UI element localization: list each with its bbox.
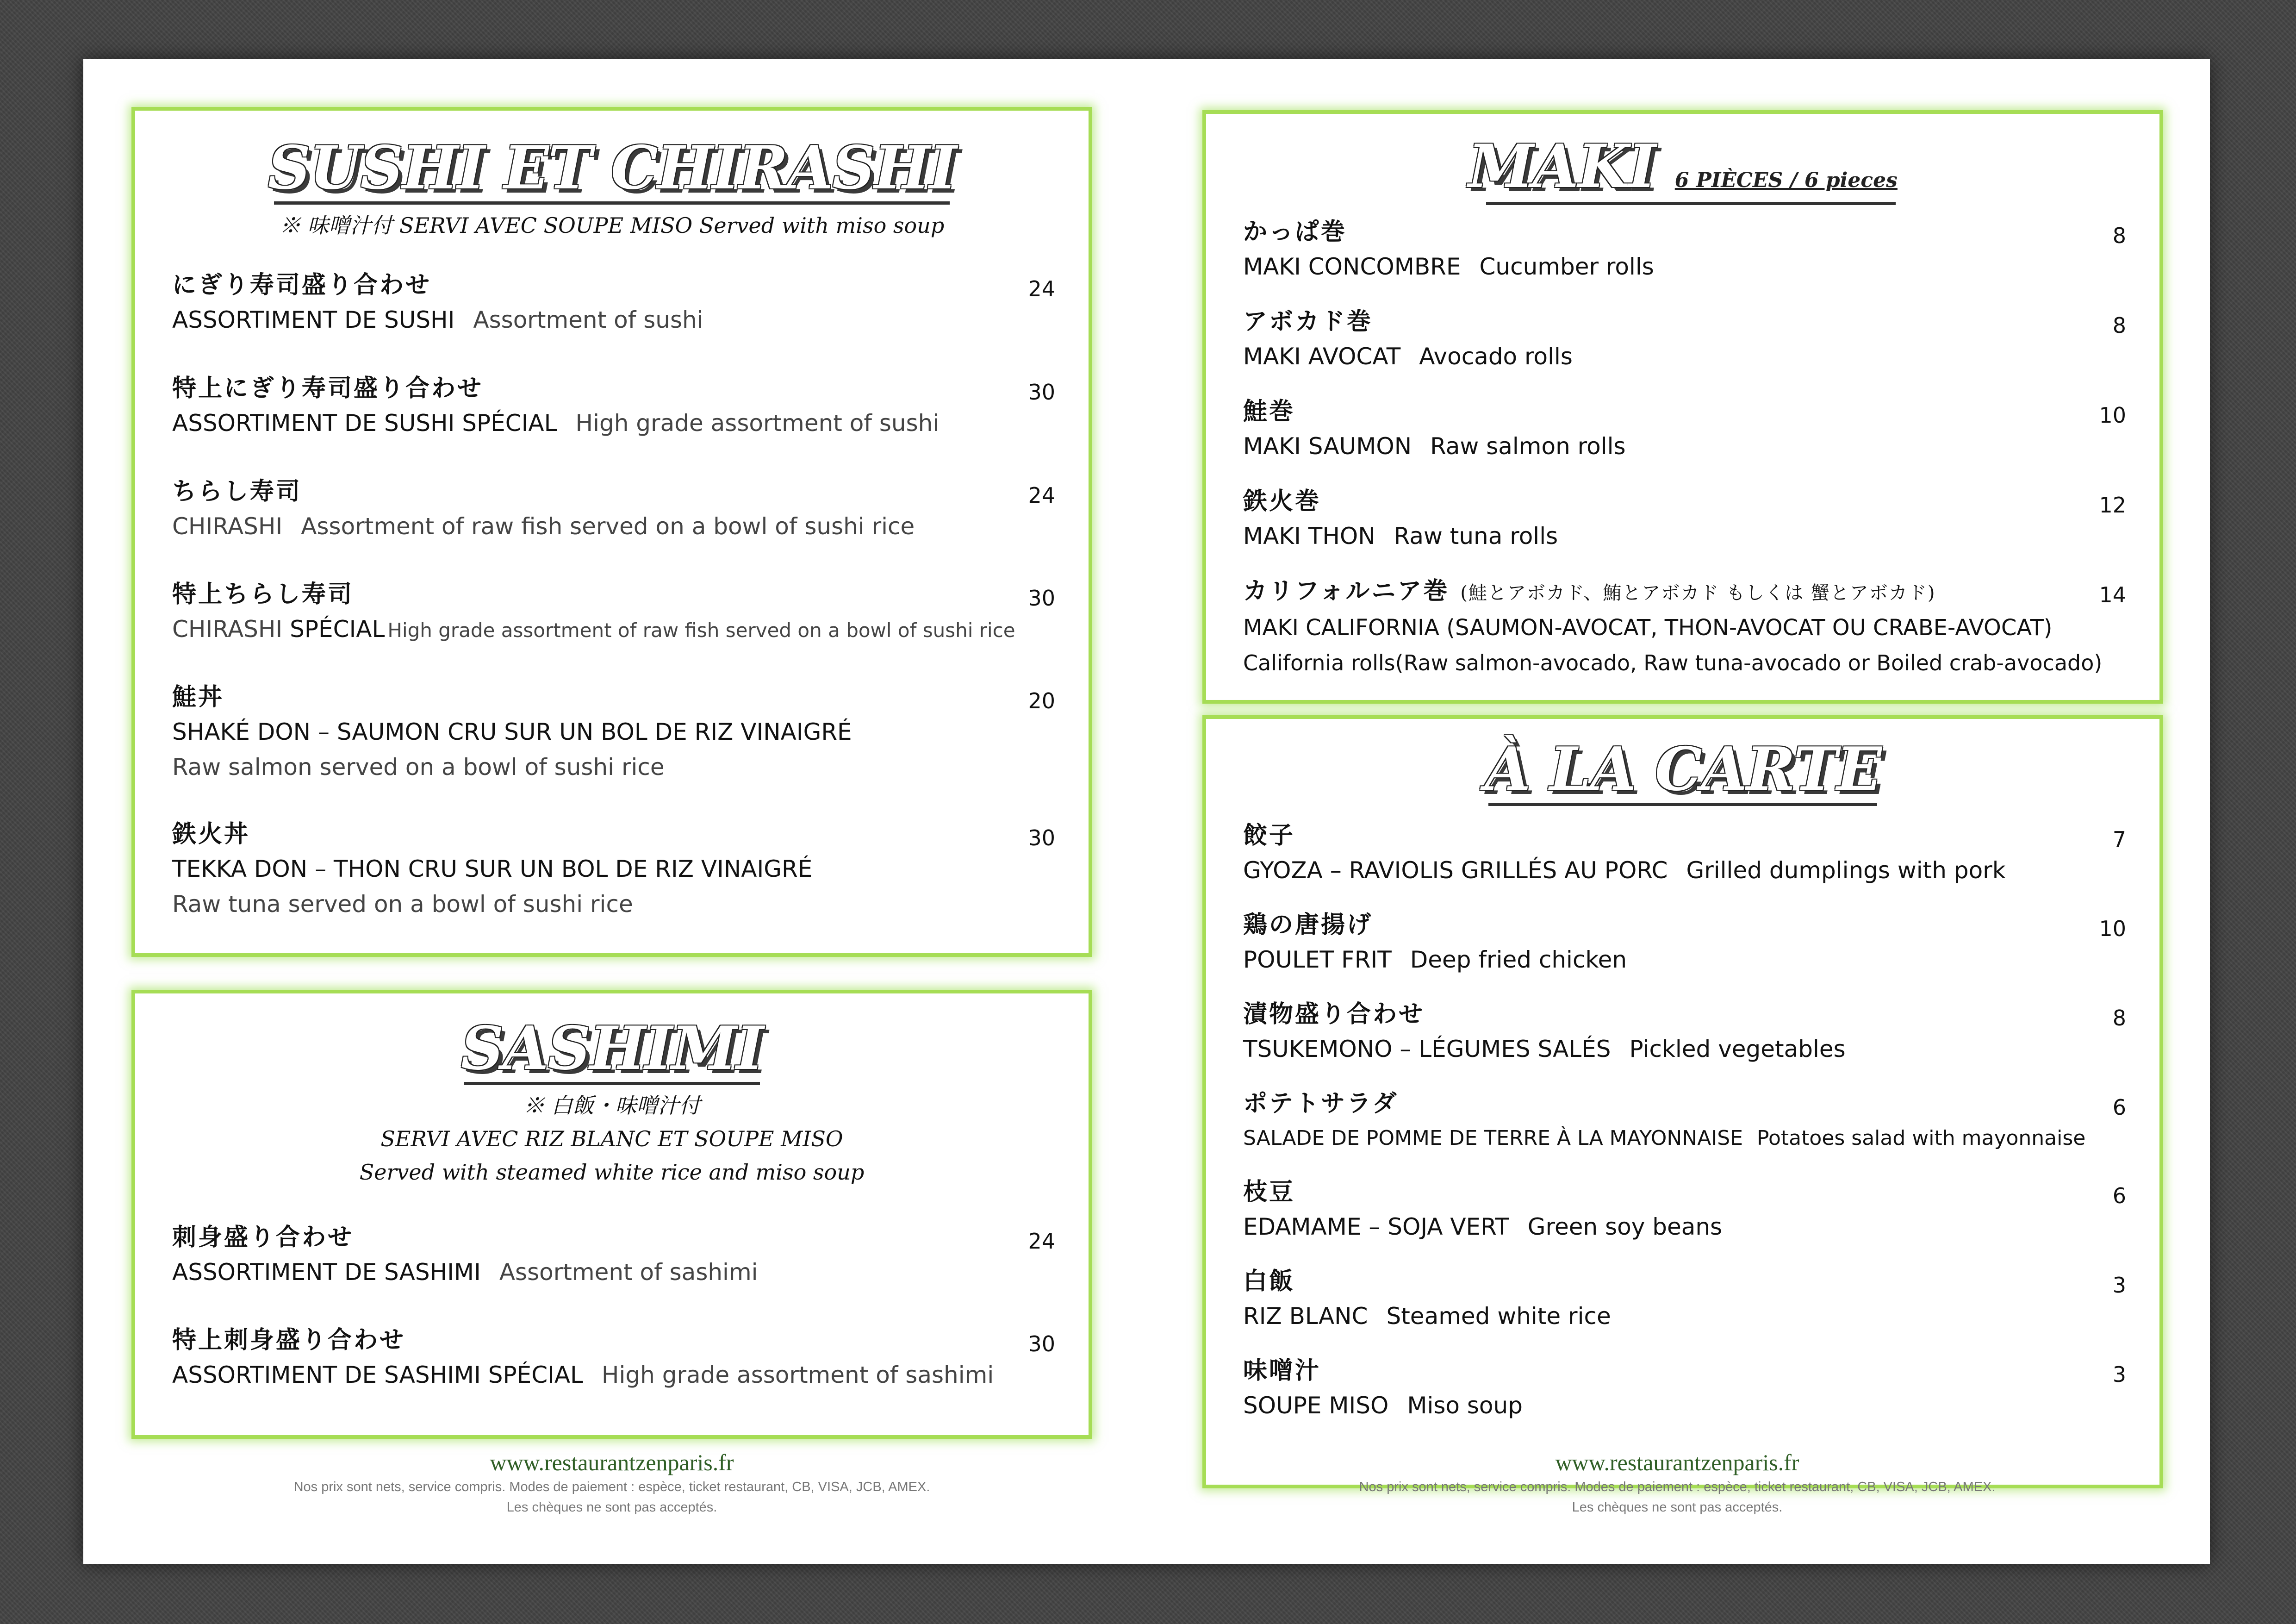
item-fr: ASSORTIMENT DE SASHIMI Assortment of sashimi <box>172 1259 758 1286</box>
menu-item <box>1243 1264 2126 1334</box>
item-en: Raw salmon rolls <box>1430 433 1626 460</box>
section-subtitle: ※ 白飯・味噌汁付 <box>523 1093 701 1118</box>
item-en: Pickled vegetables <box>1629 1036 1846 1062</box>
menu-item <box>172 475 1055 544</box>
item-en: Assortment of sushi <box>473 306 703 333</box>
item-jp: にぎり寿司盛り合わせ <box>172 271 432 299</box>
item-en: High grade assortment of sashimi <box>601 1362 994 1388</box>
section-title: SASHIMI <box>135 1019 1089 1085</box>
item-en: Avocado rolls <box>1419 343 1573 370</box>
item-jp: 鮭丼 <box>172 683 224 711</box>
item-en: High grade assortment of sushi <box>575 410 940 437</box>
item-jp: 味噌汁 <box>1243 1356 1321 1385</box>
item-price: 10 <box>2099 403 2126 428</box>
item-jp: 特上にぎり寿司盛り合わせ <box>172 374 484 402</box>
menu-item <box>1243 1175 2126 1244</box>
item-fr: MAKI AVOCAT Avocado rolls <box>1243 343 1573 370</box>
item-price: 30 <box>1028 1331 1055 1356</box>
website-link[interactable]: www.restaurantzenparis.fr <box>490 1449 734 1475</box>
maki-section <box>1202 110 2163 704</box>
item-en: Green soy beans <box>1527 1213 1723 1240</box>
item-jp: 鶏の唐揚げ <box>1243 911 1373 939</box>
item-jp: 白飯 <box>1243 1267 1295 1295</box>
item-fr: MAKI SAUMON Raw salmon rolls <box>1243 433 1626 460</box>
title-underline <box>1486 202 1896 205</box>
item-jp: 特上ちらし寿司 <box>172 580 354 608</box>
item-jp: カリフォルニア巻 (鮭とアボカド、鮪とアボカド もしくは 蟹とアボカド) <box>1243 577 1936 605</box>
item-jp-note: (鮭とアボカド、鮪とアボカド もしくは 蟹とアボカド) <box>1460 582 1936 604</box>
menu-item <box>1243 484 2126 554</box>
a-la-carte-section <box>1202 715 2163 1488</box>
item-price: 8 <box>2112 313 2126 338</box>
menu-item <box>172 268 1055 337</box>
footer-left <box>265 1448 959 1518</box>
item-en: Grilled dumplings with pork <box>1686 857 2006 884</box>
item-fr: ASSORTIMENT DE SUSHI SPÉCIAL High grade assortment of sushi <box>172 410 940 437</box>
item-en: Potatoes salad with mayonnaise <box>1757 1126 2086 1150</box>
menu-item <box>1243 394 2126 464</box>
item-fr: EDAMAME – SOJA VERT Green soy beans <box>1243 1213 1723 1240</box>
menu-item <box>172 371 1055 441</box>
menu-item <box>172 1323 1055 1393</box>
item-jp: 特上刺身盛り合わせ <box>172 1326 406 1354</box>
item-en: Miso soup <box>1407 1392 1523 1419</box>
payment-note: Nos prix sont nets, service compris. Modes de paiement : espèce, ticket restaurant, CB, VISA, JCB, AMEX. <box>293 1480 930 1494</box>
item-fr: CHIRASHI SPÉCIAL High grade assortment of raw fish served on a bowl of sushi rice <box>172 616 1015 643</box>
item-jp: 漬物盛り合わせ <box>1243 1000 1425 1028</box>
item-jp: 鮭巻 <box>1243 397 1295 425</box>
item-en: Assortment of sashimi <box>499 1259 758 1286</box>
item-fr: MAKI THON Raw tuna rolls <box>1243 523 1558 550</box>
item-en: Assortment of raw fish served on a bowl of sushi rice <box>301 513 915 540</box>
item-fr: POULET FRIT Deep fried chicken <box>1243 946 1627 973</box>
menu-item <box>172 1220 1055 1290</box>
sashimi-section <box>131 990 1092 1439</box>
item-en: Raw tuna rolls <box>1394 523 1558 550</box>
menu-item <box>1243 305 2126 374</box>
item-price: 3 <box>2112 1273 2126 1298</box>
item-price: 8 <box>2112 223 2126 248</box>
title-suffix: 6 PIÈCES / 6 pieces <box>1674 169 1898 192</box>
footer-right <box>1330 1448 2024 1518</box>
menu-item <box>1243 215 2126 284</box>
item-en: Deep fried chicken <box>1410 946 1627 973</box>
item-en: Raw tuna served on a bowl of sushi rice <box>172 891 633 918</box>
item-fr: ASSORTIMENT DE SUSHI Assortment of sushi <box>172 306 703 333</box>
item-jp: 鉄火巻 <box>1243 487 1321 515</box>
item-price: 6 <box>2112 1183 2126 1208</box>
item-fr: SALADE DE POMME DE TERRE À LA MAYONNAISE Potatoes salad with mayonnaise <box>1243 1126 2086 1150</box>
item-fr: MAKI CALIFORNIA (SAUMON-AVOCAT, THON-AVOCAT OU CRABE-AVOCAT) <box>1243 615 2053 641</box>
section-subtitle: Served with steamed white rice and miso soup <box>359 1160 865 1185</box>
item-price: 10 <box>2099 916 2126 941</box>
item-price: 30 <box>1028 380 1055 405</box>
item-fr: TSUKEMONO – LÉGUMES SALÉS Pickled vegetables <box>1243 1036 1846 1062</box>
item-price: 24 <box>1028 276 1055 301</box>
item-jp: ちらし寿司 <box>172 477 302 506</box>
section-title: À LA CARTE <box>1206 740 2159 806</box>
item-en: Raw salmon served on a bowl of sushi rice <box>172 754 665 781</box>
item-jp: 鉄火丼 <box>172 820 250 848</box>
menu-item <box>1243 908 2126 977</box>
menu-item <box>1243 997 2126 1067</box>
item-price: 12 <box>2099 493 2126 518</box>
item-fr: MAKI CONCOMBRE Cucumber rolls <box>1243 253 1654 280</box>
item-price: 6 <box>2112 1095 2126 1120</box>
menu-item <box>1243 1087 2126 1156</box>
section-title: SUSHI ET CHIRASHI <box>135 138 1089 205</box>
item-fr: CHIRASHI Assortment of raw fish served on a bowl of sushi rice <box>172 513 915 540</box>
item-fr: GYOZA – RAVIOLIS GRILLÉS AU PORC Grilled dumplings with pork <box>1243 857 2006 884</box>
item-fr: SOUPE MISO Miso soup <box>1243 1392 1523 1419</box>
item-price: 30 <box>1028 825 1055 850</box>
item-price: 24 <box>1028 1229 1055 1254</box>
item-price: 30 <box>1028 586 1055 611</box>
item-jp: アボカド巻 <box>1243 307 1373 336</box>
item-en: Steamed white rice <box>1386 1303 1611 1330</box>
item-jp: 枝豆 <box>1243 1178 1295 1206</box>
item-jp: ポテトサラダ <box>1243 1089 1399 1118</box>
menu-item <box>1243 574 2126 681</box>
item-price: 8 <box>2112 1006 2126 1031</box>
sushi-chirashi-section <box>131 107 1092 957</box>
item-en: California rolls(Raw salmon-avocado, Raw tuna-avocado or Boiled crab-avocado) <box>1243 650 2103 675</box>
item-fr: SHAKÉ DON – SAUMON CRU SUR UN BOL DE RIZ VINAIGRÉ <box>172 718 852 745</box>
item-en: High grade assortment of raw fish served on a bowl of sushi rice <box>387 619 1015 642</box>
payment-note: Nos prix sont nets, service compris. Modes de paiement : espèce, ticket restaurant, CB, VISA, JCB, AMEX. <box>1359 1480 1996 1494</box>
menu-item <box>1243 818 2126 888</box>
item-jp: 刺身盛り合わせ <box>172 1223 354 1251</box>
menu-item <box>172 680 1055 785</box>
menu-page <box>83 59 2210 1564</box>
item-price: 20 <box>1028 688 1055 713</box>
item-fr: ASSORTIMENT DE SASHIMI SPÉCIAL High grade assortment of sashimi <box>172 1362 994 1388</box>
item-jp: 餃子 <box>1243 821 1295 849</box>
section-title: MAKI 6 PIÈCES / 6 pieces <box>1468 132 1898 201</box>
item-jp: かっぱ巻 <box>1243 218 1347 246</box>
menu-item <box>1243 1354 2126 1423</box>
item-price: 3 <box>2112 1362 2126 1387</box>
item-fr: RIZ BLANC Steamed white rice <box>1243 1303 1611 1330</box>
item-fr: TEKKA DON – THON CRU SUR UN BOL DE RIZ VINAIGRÉ <box>172 856 813 882</box>
item-price: 7 <box>2112 827 2126 852</box>
cheque-note: Les chèques ne sont pas acceptés. <box>1572 1500 1783 1515</box>
item-price: 14 <box>2099 582 2126 607</box>
item-price: 24 <box>1028 483 1055 508</box>
cheque-note: Les chèques ne sont pas acceptés. <box>506 1500 717 1515</box>
website-link[interactable]: www.restaurantzenparis.fr <box>1555 1449 1799 1475</box>
section-subtitle: SERVI AVEC RIZ BLANC ET SOUPE MISO <box>380 1126 843 1151</box>
item-en: Cucumber rolls <box>1479 253 1654 280</box>
section-subtitle: ※ 味噌汁付 SERVI AVEC SOUPE MISO Served with miso soup <box>279 213 945 238</box>
menu-item <box>172 577 1055 648</box>
menu-item <box>172 817 1055 922</box>
